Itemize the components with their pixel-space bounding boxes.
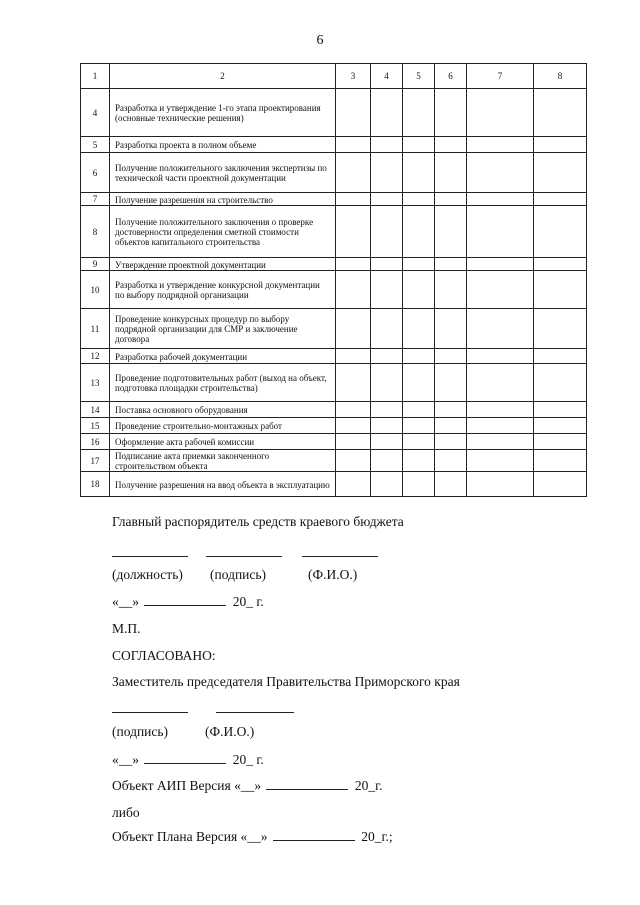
table-row [81, 193, 587, 206]
row-description: Разработка и утверждение 1-го этапа проектирования (основные технические решения) [110, 89, 336, 137]
date-line [112, 594, 264, 610]
table-row [81, 349, 587, 364]
deputy-sign-label: (подпись) [112, 724, 169, 739]
table-row [81, 450, 587, 472]
empty-cell [336, 137, 371, 153]
empty-cell [336, 472, 371, 497]
empty-cell [467, 418, 534, 434]
empty-cell [467, 89, 534, 137]
row-number: 9 [81, 258, 110, 271]
empty-cell [467, 309, 534, 349]
agreed-label: СОГЛАСОВАНО: [112, 648, 216, 663]
row-description: Разработка проекта в полном объеме [110, 137, 336, 153]
date-month-blank [144, 594, 226, 606]
table-row [81, 89, 587, 137]
empty-cell [403, 472, 435, 497]
deputy-date-day: «__» [112, 752, 139, 767]
aip-month-blank [266, 778, 348, 790]
deputy-date-line [112, 752, 264, 768]
row-description: Проведение подготовительных работ (выход на объект, подготовка площадки строительства) [110, 364, 336, 402]
empty-cell [371, 418, 403, 434]
empty-cell [435, 472, 467, 497]
empty-cell [435, 193, 467, 206]
empty-cell [371, 472, 403, 497]
empty-cell [467, 364, 534, 402]
empty-cell [403, 258, 435, 271]
schedule-table [80, 63, 587, 497]
empty-cell [336, 89, 371, 137]
row-number: 18 [81, 472, 110, 497]
empty-cell [403, 193, 435, 206]
empty-cell [336, 450, 371, 472]
table-row [81, 258, 587, 271]
empty-cell [534, 434, 587, 450]
empty-cell [435, 364, 467, 402]
empty-cell [371, 137, 403, 153]
column-header: 7 [467, 64, 534, 89]
empty-cell [534, 364, 587, 402]
row-number: 14 [81, 402, 110, 418]
row-description: Подписание акта приемки законченного строительством объекта [110, 450, 336, 472]
aip-version-label: Объект АИП Версия «__» [112, 778, 262, 793]
empty-cell [371, 153, 403, 193]
empty-cell [435, 206, 467, 258]
empty-cell [371, 364, 403, 402]
empty-cell [534, 206, 587, 258]
empty-cell [435, 89, 467, 137]
empty-cell [435, 450, 467, 472]
empty-cell [534, 418, 587, 434]
empty-cell [336, 271, 371, 309]
empty-cell [371, 258, 403, 271]
row-description: Разработка рабочей документации [110, 349, 336, 364]
empty-cell [371, 271, 403, 309]
empty-cell [371, 402, 403, 418]
empty-cell [467, 193, 534, 206]
empty-cell [467, 472, 534, 497]
table-row [81, 472, 587, 497]
plan-version-line [112, 829, 393, 845]
table-row [81, 364, 587, 402]
empty-cell [371, 89, 403, 137]
empty-cell [403, 89, 435, 137]
row-number: 15 [81, 418, 110, 434]
table-row [81, 309, 587, 349]
empty-cell [371, 193, 403, 206]
deputy-fio-label: (Ф.И.О.) [205, 724, 255, 739]
fio-label: (Ф.И.О.) [308, 567, 358, 582]
empty-cell [534, 271, 587, 309]
column-header: 6 [435, 64, 467, 89]
empty-cell [403, 349, 435, 364]
empty-cell [467, 434, 534, 450]
empty-cell [403, 271, 435, 309]
column-header: 5 [403, 64, 435, 89]
empty-cell [403, 364, 435, 402]
empty-cell [435, 402, 467, 418]
row-number: 13 [81, 364, 110, 402]
row-number: 8 [81, 206, 110, 258]
empty-cell [371, 450, 403, 472]
empty-cell [403, 402, 435, 418]
column-header: 4 [371, 64, 403, 89]
plan-version-label: Объект Плана Версия «__» [112, 829, 268, 844]
empty-cell [336, 309, 371, 349]
deputy-date-year: 20_ г. [232, 752, 264, 767]
row-number: 11 [81, 309, 110, 349]
empty-cell [435, 434, 467, 450]
fio-blank [302, 556, 378, 557]
row-description: Проведение конкурсных процедур по выбору подрядной организации для СМР и заключение договора [110, 309, 336, 349]
empty-cell [371, 309, 403, 349]
page-number: 6 [316, 33, 324, 48]
row-description: Получение положительного заключения экспертизы по технической части проектной документации [110, 153, 336, 193]
table-row [81, 137, 587, 153]
table-header-row [81, 64, 587, 89]
empty-cell [435, 349, 467, 364]
table-row [81, 434, 587, 450]
empty-cell [336, 434, 371, 450]
row-description: Проведение строительно-монтажных работ [110, 418, 336, 434]
schedule-table-body [81, 64, 587, 497]
empty-cell [403, 153, 435, 193]
row-description: Разработка и утверждение конкурсной документации по выбору подрядной организации [110, 271, 336, 309]
signature-blank [206, 556, 282, 557]
empty-cell [336, 418, 371, 434]
deputy-date-month-blank [144, 752, 226, 764]
row-description: Оформление акта рабочей комиссии [110, 434, 336, 450]
empty-cell [435, 137, 467, 153]
empty-cell [403, 434, 435, 450]
plan-month-blank [273, 829, 355, 841]
empty-cell [467, 271, 534, 309]
empty-cell [534, 309, 587, 349]
row-number: 5 [81, 137, 110, 153]
row-number: 16 [81, 434, 110, 450]
row-number: 6 [81, 153, 110, 193]
empty-cell [371, 206, 403, 258]
aip-version-line [112, 778, 382, 794]
empty-cell [336, 364, 371, 402]
row-description: Утверждение проектной документации [110, 258, 336, 271]
empty-cell [403, 309, 435, 349]
empty-cell [371, 434, 403, 450]
table-row [81, 271, 587, 309]
empty-cell [336, 349, 371, 364]
empty-cell [467, 402, 534, 418]
column-header: 2 [110, 64, 336, 89]
empty-cell [467, 349, 534, 364]
plan-year: 20_г.; [361, 829, 393, 844]
empty-cell [467, 206, 534, 258]
sign-label: (подпись) [210, 567, 267, 582]
empty-cell [534, 193, 587, 206]
empty-cell [336, 153, 371, 193]
column-header: 8 [534, 64, 587, 89]
table-row [81, 418, 587, 434]
empty-cell [336, 258, 371, 271]
row-description: Получение разрешения на ввод объекта в эксплуатацию [110, 472, 336, 497]
empty-cell [534, 89, 587, 137]
row-number: 17 [81, 450, 110, 472]
date-year: 20_ г. [232, 594, 264, 609]
empty-cell [467, 137, 534, 153]
or-word: либо [112, 805, 140, 820]
deputy-fio-blank [216, 712, 294, 713]
stamp-label: М.П. [112, 621, 141, 636]
row-description: Получение разрешения на строительство [110, 193, 336, 206]
aip-year: 20_г. [354, 778, 383, 793]
empty-cell [534, 137, 587, 153]
table-row [81, 402, 587, 418]
row-number: 7 [81, 193, 110, 206]
column-header: 1 [81, 64, 110, 89]
empty-cell [403, 418, 435, 434]
empty-cell [534, 472, 587, 497]
empty-cell [403, 137, 435, 153]
empty-cell [336, 206, 371, 258]
row-description: Поставка основного оборудования [110, 402, 336, 418]
position-blank [112, 556, 188, 557]
empty-cell [435, 271, 467, 309]
row-number: 4 [81, 89, 110, 137]
empty-cell [336, 402, 371, 418]
empty-cell [534, 349, 587, 364]
empty-cell [467, 153, 534, 193]
empty-cell [534, 258, 587, 271]
empty-cell [403, 450, 435, 472]
empty-cell [534, 153, 587, 193]
table-row [81, 206, 587, 258]
empty-cell [403, 206, 435, 258]
empty-cell [534, 450, 587, 472]
empty-cell [435, 153, 467, 193]
empty-cell [467, 450, 534, 472]
row-number: 10 [81, 271, 110, 309]
empty-cell [435, 258, 467, 271]
deputy-title: Заместитель председателя Правительства Приморского края [112, 674, 460, 689]
empty-cell [467, 258, 534, 271]
date-day: «__» [112, 594, 139, 609]
empty-cell [371, 349, 403, 364]
row-description: Получение положительного заключения о проверке достоверности определения сметной стоимости объектов капитального строительства [110, 206, 336, 258]
empty-cell [435, 309, 467, 349]
empty-cell [435, 418, 467, 434]
position-label: (должность) [112, 567, 183, 582]
row-number: 12 [81, 349, 110, 364]
chief-title: Главный распорядитель средств краевого бюджета [112, 514, 404, 529]
empty-cell [534, 402, 587, 418]
deputy-signature-blank [112, 712, 188, 713]
column-header: 3 [336, 64, 371, 89]
table-row [81, 153, 587, 193]
empty-cell [336, 193, 371, 206]
